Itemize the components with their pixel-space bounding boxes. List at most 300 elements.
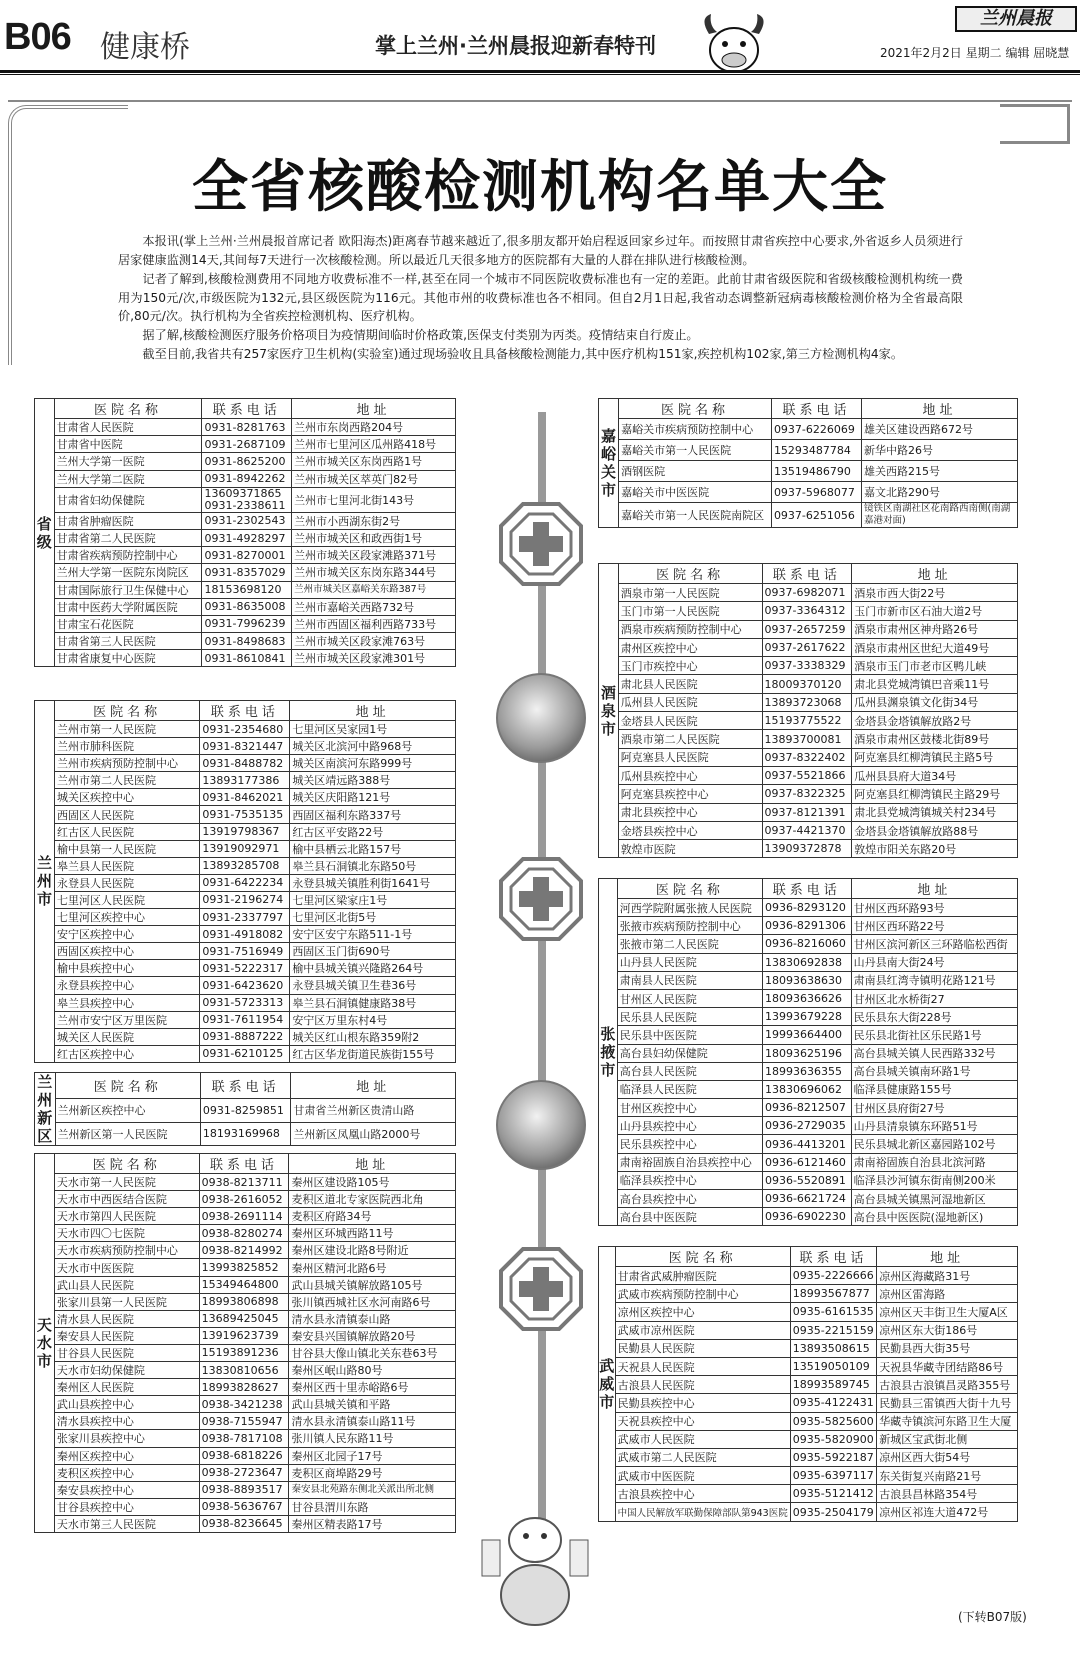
table-row	[35, 436, 456, 453]
page-code: B06	[4, 16, 71, 58]
continued-note: (下转B07版)	[958, 1610, 1027, 1624]
hospital-name: 天祝县人民医院	[615, 1357, 790, 1375]
address: 民乐县东大街228号	[851, 1008, 1017, 1026]
phone-number: 0937-2617622	[762, 638, 852, 656]
address: 瓜州县县府大道34号	[852, 766, 1018, 784]
hospital-name: 武山县人民医院	[54, 1276, 199, 1293]
address: 安宁区安宁东路511-1号	[290, 926, 456, 943]
phone-number: 0931-6210125	[200, 1045, 290, 1062]
table-row	[599, 1412, 1018, 1430]
hospital-name: 古浪县人民医院	[615, 1376, 790, 1394]
hospital-name: 中国人民解放军联勤保障部队第943医院	[615, 1503, 790, 1521]
phone-number: 0931-6423620	[200, 977, 290, 994]
region-label: 兰 州 市	[35, 701, 55, 1063]
column-header: 地址	[852, 564, 1018, 584]
address: 山丹县南大街24号	[851, 953, 1017, 971]
address: 酒泉市肃州区鼓楼北街89号	[852, 730, 1018, 748]
table-row	[599, 730, 1018, 748]
table-row	[599, 482, 1018, 503]
address: 红古区平安路22号	[290, 823, 456, 840]
phone-number: 0936-8291306	[762, 917, 851, 935]
phone-number: 18093636626	[762, 989, 851, 1007]
article-paragraph: 截至目前,我省共有257家医疗卫生机构(实验室)通过现场验收且具备核酸检测能力,其中医疗机构151家,疾控机构102家,第三方检测机构4家。	[142, 347, 904, 361]
table-row	[35, 1310, 456, 1327]
phone-number: 0931-8635008	[202, 598, 292, 615]
phone-number: 0938-8236645	[199, 1515, 289, 1532]
address: 皋兰县石洞镇北东路50号	[290, 857, 456, 874]
hospital-name: 榆中县疾控中心	[55, 960, 200, 977]
phone-number: 0938-7817108	[199, 1430, 289, 1447]
table-row	[599, 1485, 1018, 1503]
article-paragraph: 本报讯(掌上兰州·兰州晨报首席记者 欧阳海杰)距离春节越来越近了,很多朋友都开始启程返回家乡过年。而按照甘肃省疾控中心要求,外省返乡人员须进行居家健康监测14天,其间每7天进行一次核酸检测。所以最近几天很多地方的医院都有大量的人群在排队进行核酸检测。	[118, 234, 963, 267]
table-row	[35, 564, 456, 581]
phone-number: 0937-6226069	[771, 419, 861, 440]
phone-number: 13830692838	[762, 953, 851, 971]
hospital-name: 武威市凉州医院	[615, 1321, 790, 1339]
hospital-name: 阿克塞县人民医院	[618, 748, 762, 766]
address: 甘州区西环路93号	[851, 899, 1017, 917]
hospital-name: 兰州新区第一人民医院	[55, 1122, 200, 1145]
hospital-name: 七里河区人民医院	[55, 891, 200, 908]
hospital-name: 天水市第四人民医院	[54, 1208, 199, 1225]
phone-number: 0935-5922187	[790, 1448, 877, 1466]
phone-number: 0936-4413201	[762, 1135, 851, 1153]
hospital-name: 甘州区疾控中心	[617, 1099, 762, 1117]
table-row	[35, 977, 456, 994]
phone-number: 15193891236	[199, 1344, 289, 1361]
hospital-name: 玉门市疾控中心	[618, 657, 762, 675]
hospital-name: 甘肃省疾病预防控制中心	[54, 547, 202, 564]
phone-number: 18153698120	[202, 581, 292, 598]
table-row	[35, 1242, 456, 1259]
hospital-name: 高台县疾控中心	[617, 1190, 762, 1208]
address: 兰州市城关区东岗东路344号	[292, 564, 456, 581]
phone-number: 0931-8357029	[202, 564, 292, 581]
hospital-name: 河西学院附属张掖人民医院	[617, 899, 762, 917]
hospital-name: 清水县人民医院	[54, 1310, 199, 1327]
hospital-name: 秦州区疾控中心	[54, 1447, 199, 1464]
hospital-name: 兰州市安宁区万里医院	[55, 1011, 200, 1028]
phone-number: 0931-7516949	[200, 943, 290, 960]
column-header: 联系电话	[200, 701, 290, 721]
hospital-name: 皋兰县人民医院	[55, 857, 200, 874]
phone-number: 0931-4918082	[200, 926, 290, 943]
address: 甘肃省兰州新区贵清山路	[291, 1099, 456, 1122]
address: 秦州区精河北路6号	[289, 1259, 456, 1276]
hospital-name: 天水市第三人民医院	[54, 1515, 199, 1532]
address: 城关区靖远路388号	[290, 772, 456, 789]
table-row	[35, 891, 456, 908]
phone-number: 0931-4928297	[202, 529, 292, 546]
table-row	[599, 1135, 1018, 1153]
region-label: 天 水 市	[35, 1154, 55, 1533]
phone-number: 0938-8214992	[199, 1242, 289, 1259]
table-row	[599, 1357, 1018, 1375]
table-row	[35, 943, 456, 960]
hospital-name: 天水市疾病预防控制中心	[54, 1242, 199, 1259]
address: 酒泉市玉门市老市区鸭儿峡	[852, 657, 1018, 675]
newspaper-logo: 兰州晨报	[955, 6, 1077, 32]
address: 张川镇西城社区水河南路6号	[289, 1293, 456, 1310]
address: 凉州区天丰街卫生大厦A区	[877, 1303, 1018, 1321]
table-row	[599, 1394, 1018, 1412]
medical-cross-icon	[497, 500, 585, 588]
phone-number: 0931-2302543	[202, 512, 292, 529]
region-label: 武 威 市	[599, 1247, 616, 1522]
phone-number: 0935-5825600	[790, 1412, 877, 1430]
address: 甘谷县大像山镇北关东巷63号	[289, 1344, 456, 1361]
address: 秦安县北苑路东侧北关派出所北侧	[289, 1481, 456, 1498]
hospital-name: 兰州大学第二医院	[54, 470, 202, 487]
phone-number: 13993679228	[762, 1008, 851, 1026]
address: 酒泉市肃州区世纪大道49号	[852, 638, 1018, 656]
hospital-name: 古浪县疾控中心	[615, 1485, 790, 1503]
phone-number: 18993828627	[199, 1379, 289, 1396]
address: 甘州区西环路22号	[851, 917, 1017, 935]
table-row	[599, 748, 1018, 766]
phone-number: 0935-5121412	[790, 1485, 877, 1503]
phone-number: 18093638630	[762, 971, 851, 989]
address: 新城区宝武街北侧	[877, 1430, 1018, 1448]
hospital-name: 民勤县疾控中心	[615, 1394, 790, 1412]
table-row	[35, 1122, 456, 1145]
address: 古浪县昌林路354号	[877, 1485, 1018, 1503]
hospital-name: 高台县人民医院	[617, 1062, 762, 1080]
hospital-name: 兰州市疾病预防控制中心	[55, 755, 200, 772]
header-rule-thin	[0, 74, 1080, 75]
table-row	[599, 584, 1018, 602]
table-row	[599, 935, 1018, 953]
phone-number: 0931-5222317	[200, 960, 290, 977]
table-row	[599, 1208, 1018, 1226]
hospital-name: 甘肃省中医院	[54, 436, 202, 453]
hospital-name: 秦安县疾控中心	[54, 1481, 199, 1498]
phone-number: 0937-5521866	[762, 766, 852, 784]
address: 秦安县兴国镇解放路20号	[289, 1327, 456, 1344]
phone-number: 0931-8270001	[202, 547, 292, 564]
phone-number: 0937-5968077	[771, 482, 861, 503]
table-row	[35, 419, 456, 436]
table-row	[35, 615, 456, 632]
hospital-name: 酒泉市第一人民医院	[618, 584, 762, 602]
hospital-name: 城关区人民医院	[55, 1028, 200, 1045]
address: 兰州市嘉峪关西路732号	[292, 598, 456, 615]
address: 民勤县西大街35号	[877, 1339, 1018, 1357]
table-row	[35, 1099, 456, 1122]
phone-number: 18093625196	[762, 1044, 851, 1062]
phone-number: 0938-8280274	[199, 1225, 289, 1242]
hospital-table	[34, 1153, 456, 1533]
hospital-name: 肃州区疾控中心	[618, 638, 762, 656]
hospital-name: 兰州市第一人民医院	[55, 721, 200, 738]
hospital-name: 武威市疾病预防控制中心	[615, 1285, 790, 1303]
hospital-name: 张掖市第二人民医院	[617, 935, 762, 953]
table-row	[599, 657, 1018, 675]
column-header: 联系电话	[202, 399, 292, 419]
hospital-name: 肃南县人民医院	[617, 971, 762, 989]
address: 兰州市七里河北街143号	[292, 487, 456, 512]
phone-number: 18993589745	[790, 1376, 877, 1394]
hospital-name: 玉门市第一人民医院	[618, 602, 762, 620]
table-row	[599, 971, 1018, 989]
table-row	[35, 470, 456, 487]
table-row	[599, 693, 1018, 711]
table-row	[599, 712, 1018, 730]
phone-number: 13830810656	[199, 1362, 289, 1379]
column-header: 联系电话	[762, 564, 852, 584]
ox-mascot-icon	[695, 8, 773, 78]
phone-number: 0938-8213711	[199, 1174, 289, 1191]
hospital-name: 天水市四〇七医院	[54, 1225, 199, 1242]
hospital-name: 兰州大学第一医院东岗院区	[54, 564, 202, 581]
hospital-name: 临泽县人民医院	[617, 1080, 762, 1098]
phone-number: 0937-8322402	[762, 748, 852, 766]
address: 高台县城关镇黑河湿地新区	[851, 1190, 1017, 1208]
address: 七里河区梁家庄1号	[290, 891, 456, 908]
address: 肃北县党城湾镇巴音乘11号	[852, 675, 1018, 693]
address: 秦州区北园子17号	[289, 1447, 456, 1464]
phone-number: 0931-8462021	[200, 789, 290, 806]
phone-number: 0937-3338329	[762, 657, 852, 675]
column-header: 医院名称	[619, 399, 772, 419]
phone-number: 18993567877	[790, 1285, 877, 1303]
hospital-name: 天祝县疾控中心	[615, 1412, 790, 1430]
table-row	[35, 772, 456, 789]
special-edition-title: 掌上兰州·兰州晨报迎新春特刊	[375, 34, 656, 58]
phone-number: 13919798367	[200, 823, 290, 840]
address: 凉州区西大街54号	[877, 1448, 1018, 1466]
table-row	[599, 503, 1018, 528]
table-row	[35, 1327, 456, 1344]
address: 甘州区北水桥街27	[851, 989, 1017, 1007]
table-row	[599, 989, 1018, 1007]
phone-number: 0931-8321447	[200, 738, 290, 755]
table-row	[35, 1464, 456, 1481]
hospital-name: 永登县人民医院	[55, 874, 200, 891]
address: 七里河区北街5号	[290, 909, 456, 926]
table-row	[35, 926, 456, 943]
header-rule	[0, 70, 1080, 73]
table-row	[599, 1285, 1018, 1303]
hospital-name: 张家川县第一人民医院	[54, 1293, 199, 1310]
table-row	[35, 755, 456, 772]
address: 兰州市城关区段家滩路371号	[292, 547, 456, 564]
table-row	[599, 1267, 1018, 1285]
table-row	[35, 1045, 456, 1062]
hospital-table	[34, 700, 456, 1063]
hospital-name: 甘肃省武威肿瘤医院	[615, 1267, 790, 1285]
phone-number: 0936-2729035	[762, 1117, 851, 1135]
table-row	[35, 1481, 456, 1498]
column-header: 地址	[290, 701, 456, 721]
phone-number: 15349464800	[199, 1276, 289, 1293]
medical-cross-icon	[497, 1245, 585, 1333]
phone-number: 0935-2226666	[790, 1267, 877, 1285]
phone-number: 18993636355	[762, 1062, 851, 1080]
address: 华藏寺镇滨河东路卫生大厦	[877, 1412, 1018, 1430]
address: 山丹县清泉镇东环路51号	[851, 1117, 1017, 1135]
hospital-name: 武山县疾控中心	[54, 1396, 199, 1413]
hospital-name: 兰州新区疾控中心	[55, 1099, 200, 1122]
phone-number: 0931-8625200	[202, 453, 292, 470]
hospital-name: 兰州市肺科医院	[55, 738, 200, 755]
phone-number: 0936-6121460	[762, 1153, 851, 1171]
hospital-name: 民乐县疾控中心	[617, 1135, 762, 1153]
hospital-name: 民乐县人民医院	[617, 1008, 762, 1026]
table-row	[35, 789, 456, 806]
hospital-name: 嘉峪关市第一人民医院南院区	[619, 503, 772, 528]
table-row	[35, 1174, 456, 1191]
table-row	[35, 1225, 456, 1242]
table-row	[35, 994, 456, 1011]
table-row	[35, 1011, 456, 1028]
table-row	[35, 1259, 456, 1276]
phone-number: 13909372878	[762, 840, 852, 858]
address: 酒泉市西大街22号	[852, 584, 1018, 602]
table-row	[599, 1321, 1018, 1339]
hospital-name: 凉州区疾控中心	[615, 1303, 790, 1321]
region-label: 张 掖 市	[599, 879, 618, 1226]
phone-number: 0937-8121391	[762, 803, 852, 821]
phone-number: 13519050109	[790, 1357, 877, 1375]
hospital-name: 西固区人民医院	[55, 806, 200, 823]
table-row	[35, 1276, 456, 1293]
address: 玉门市新市区石油大道2号	[852, 602, 1018, 620]
address: 敦煌市阳关东路20号	[852, 840, 1018, 858]
phone-number: 0931-7611954	[200, 1011, 290, 1028]
table-row	[35, 487, 456, 512]
phone-number: 0931-2196274	[200, 891, 290, 908]
phone-number: 13689425045	[199, 1310, 289, 1327]
address: 秦州区环城西路11号	[289, 1225, 456, 1242]
address: 兰州新区凤凰山路2000号	[291, 1122, 456, 1145]
column-header: 医院名称	[54, 1154, 199, 1174]
hospital-name: 甘肃省肿瘤医院	[54, 512, 202, 529]
hospital-table	[34, 1072, 456, 1146]
table-row	[35, 840, 456, 857]
column-header: 联系电话	[790, 1247, 877, 1267]
hospital-table	[34, 398, 456, 667]
address: 兰州市城关区和政西街1号	[292, 529, 456, 546]
hospital-name: 天水市第一人民医院	[54, 1174, 199, 1191]
table-row	[35, 529, 456, 546]
hospital-name: 武威市中医医院	[615, 1467, 790, 1485]
hospital-name: 金塔县疾控中心	[618, 821, 762, 839]
address: 肃南裕固族自治县北滨河路	[851, 1153, 1017, 1171]
address: 肃北县党城湾镇城关村234号	[852, 803, 1018, 821]
column-header: 联系电话	[199, 1154, 289, 1174]
phone-number: 13609371865 0931-2338611	[202, 487, 292, 512]
table-row	[35, 453, 456, 470]
phone-number: 0938-2691114	[199, 1208, 289, 1225]
hospital-name: 天水市妇幼保健院	[54, 1362, 199, 1379]
address: 凉州区雷海路	[877, 1285, 1018, 1303]
hospital-name: 甘肃国际旅行卫生保健中心	[54, 581, 202, 598]
hospital-name: 甘州区人民医院	[617, 989, 762, 1007]
phone-number: 0931-2687109	[202, 436, 292, 453]
address: 兰州市小西湖东街2号	[292, 512, 456, 529]
phone-number: 15293487784	[771, 440, 861, 461]
phone-number: 0938-7155947	[199, 1413, 289, 1430]
table-row	[35, 909, 456, 926]
phone-number: 0936-8212507	[762, 1099, 851, 1117]
table-row	[35, 874, 456, 891]
phone-number: 0937-8322325	[762, 785, 852, 803]
issue-date: 2021年2月2日 星期二 编辑 屈晓慧	[880, 46, 1070, 60]
address: 新华中路26号	[862, 440, 1018, 461]
hospital-name: 山丹县人民医院	[617, 953, 762, 971]
table-row	[599, 1503, 1018, 1521]
phone-number: 19993664400	[762, 1026, 851, 1044]
vaccine-vial-image	[496, 673, 586, 763]
address: 民乐县北街社区乐民路1号	[851, 1026, 1017, 1044]
hospital-name: 张掖市疾病预防控制中心	[617, 917, 762, 935]
phone-number: 0931-8488782	[200, 755, 290, 772]
hospital-name: 甘肃中医药大学附属医院	[54, 598, 202, 615]
phone-number: 13893285708	[200, 857, 290, 874]
address: 麦积区府路34号	[289, 1208, 456, 1225]
table-row	[599, 803, 1018, 821]
column-header: 医院名称	[615, 1247, 790, 1267]
hospital-name: 酒泉市疾病预防控制中心	[618, 620, 762, 638]
region-label: 省 级	[35, 399, 55, 667]
column-header: 地址	[877, 1247, 1018, 1267]
table-row	[35, 1028, 456, 1045]
phone-number: 0938-5636767	[199, 1498, 289, 1515]
table-row	[35, 1191, 456, 1208]
hospital-name: 麦积区疾控中心	[54, 1464, 199, 1481]
column-header: 地址	[291, 1073, 456, 1099]
column-header: 医院名称	[54, 399, 202, 419]
hospital-name: 肃南裕固族自治县疾控中心	[617, 1153, 762, 1171]
table-row	[599, 917, 1018, 935]
address: 永登县城关镇胜利街1641号	[290, 874, 456, 891]
address: 天祝县华藏寺团结路86号	[877, 1357, 1018, 1375]
hospital-name: 肃北县疾控中心	[618, 803, 762, 821]
table-row	[35, 598, 456, 615]
phone-number: 0931-7996239	[202, 615, 292, 632]
address: 兰州市城关区萃英门82号	[292, 470, 456, 487]
hospital-name: 临泽县疾控中心	[617, 1171, 762, 1189]
table-row	[599, 638, 1018, 656]
table-row	[35, 1362, 456, 1379]
address: 兰州市城关区段家滩301号	[292, 650, 456, 667]
table-row	[599, 602, 1018, 620]
column-header: 地址	[289, 1154, 456, 1174]
decorative-frame	[8, 100, 1072, 136]
table-row	[599, 1026, 1018, 1044]
table-row	[599, 620, 1018, 638]
address: 武山县城关镇和平路	[289, 1396, 456, 1413]
hospital-name: 甘谷县疾控中心	[54, 1498, 199, 1515]
address: 城关区红山根东路359附2	[290, 1028, 456, 1045]
phone-number: 0931-8498683	[202, 633, 292, 650]
table-row	[35, 581, 456, 598]
hospital-name: 民乐县中医医院	[617, 1026, 762, 1044]
table-row	[35, 1208, 456, 1225]
hospital-name: 嘉峪关市中医医院	[619, 482, 772, 503]
phone-number: 18009370120	[762, 675, 852, 693]
address: 高台县城关镇人民西路332号	[851, 1044, 1017, 1062]
address: 兰州市城关区段家滩763号	[292, 633, 456, 650]
hospital-table	[598, 1246, 1018, 1522]
phone-number: 0935-5820900	[790, 1430, 877, 1448]
hospital-name: 民勤县人民医院	[615, 1339, 790, 1357]
address: 高台县城关镇南环路1号	[851, 1062, 1017, 1080]
section-name: 健康桥	[100, 30, 190, 65]
phone-number: 0938-2616052	[199, 1191, 289, 1208]
hospital-name: 甘肃省第三人民医院	[54, 633, 202, 650]
